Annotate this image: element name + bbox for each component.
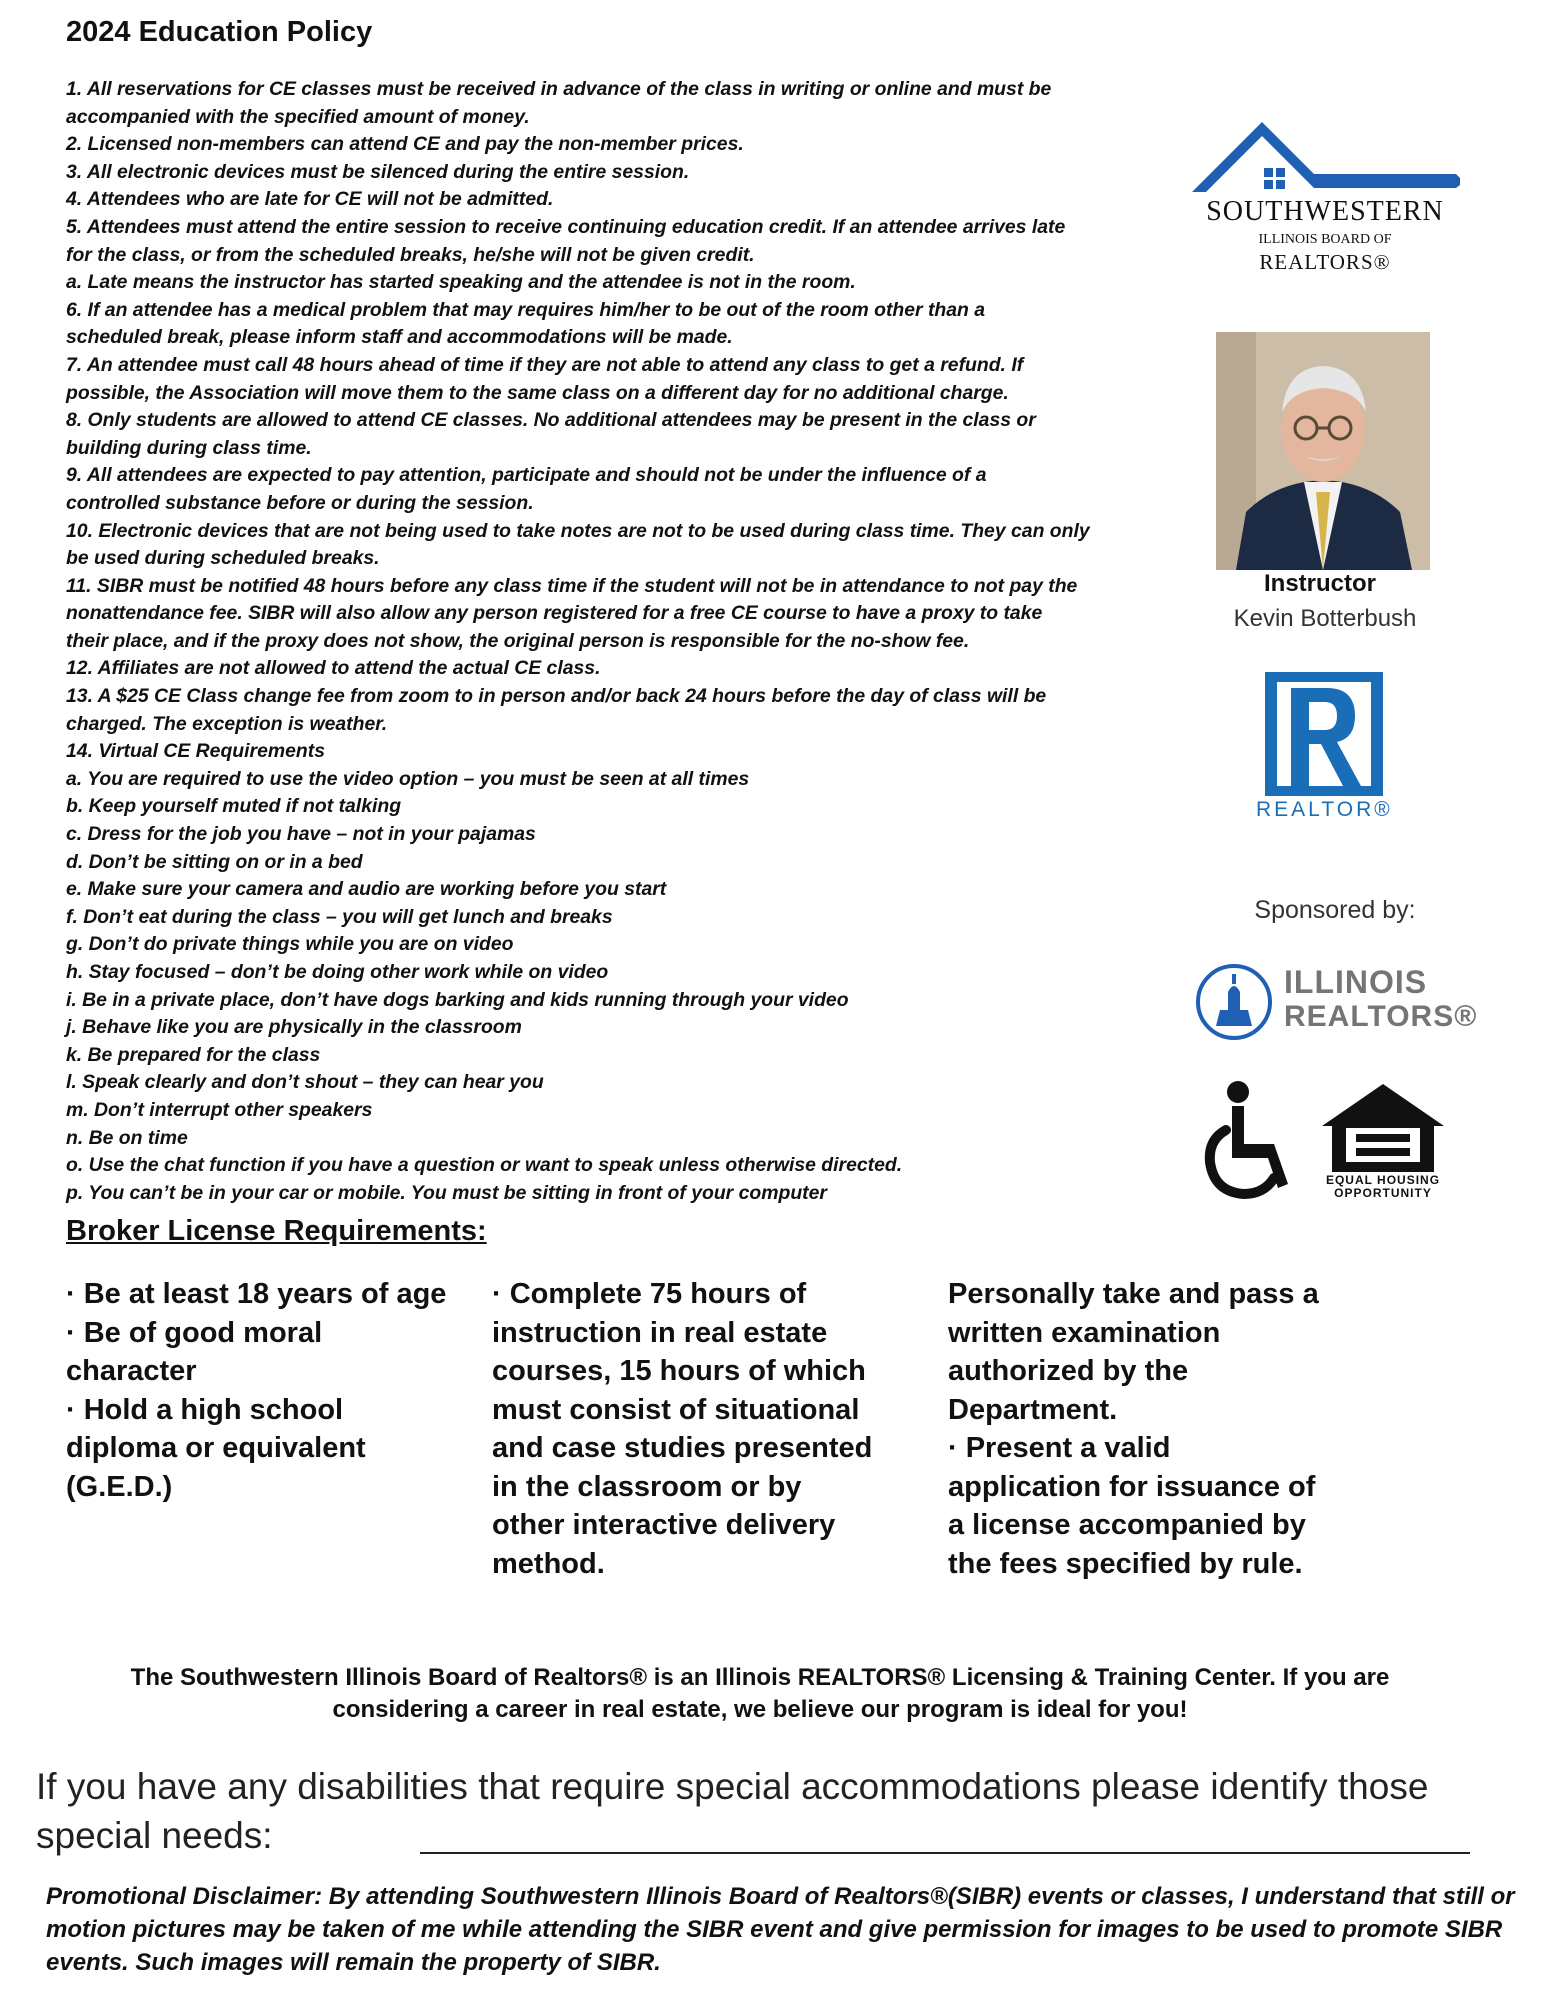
page-title: 2024 Education Policy	[66, 16, 373, 48]
broker-requirements-heading: Broker License Requirements:	[66, 1215, 487, 1247]
broker-requirements-col3: Personally take and pass a written examination authorized by the Department. · Present a valid application for issuance of a license accompanied by the fees specified by rule.	[948, 1278, 1319, 1580]
policy-item: 1. All reservations for CE classes must be received in advance of the class in writing or online and must be accompanied with the specified amount of money.	[66, 78, 1052, 128]
sponsored-by-label: Sponsored by:	[1254, 896, 1416, 924]
realtor-r-icon	[1265, 672, 1383, 796]
illinois-logo-line1: ILLINOIS	[1284, 964, 1428, 1000]
policy-item: m. Don’t interrupt other speakers	[66, 1098, 373, 1121]
sibr-logo	[1180, 118, 1470, 288]
instructor-photo	[1216, 332, 1430, 570]
policy-item: d. Don’t be sitting on or in a bed	[66, 850, 363, 873]
policy-item: 3. All electronic devices must be silenced during the entire session.	[66, 160, 690, 183]
equal-housing-line1: EQUAL HOUSING	[1325, 1173, 1441, 1187]
policy-item: 4. Attendees who are late for CE will not be admitted.	[66, 188, 554, 211]
broker-requirements-col1: · Be at least 18 years of age · Be of good moral character · Hold a high school diploma or equivalent (G.E.D.)	[66, 1278, 447, 1503]
policy-item: 8. Only students are allowed to attend CE classes. No additional attendees may be present in the class or building during class time.	[66, 409, 1036, 459]
broker-requirements-col2: · Complete 75 hours of instruction in real estate courses, 15 hours of which must consist of situational and case studies presented in the classroom or by other interactive delivery method.	[492, 1278, 873, 1580]
policy-item: p. You can’t be in your car or mobile. You must be sitting in front of your computer	[66, 1181, 827, 1204]
policy-item: 5. Attendees must attend the entire session to receive continuing education credit. If an attendee arrives late for the class, or from the scheduled breaks, he/she will not be given credit.	[66, 215, 1066, 266]
policy-item: b. Keep yourself muted if not talking	[66, 795, 402, 818]
equal-housing-line2: OPPORTUNITY	[1334, 1186, 1432, 1200]
portrait-icon	[1216, 332, 1430, 570]
policy-item: 6. If an attendee has a medical problem that may requires him/her to be out of the room other than a scheduled break, please inform staff and accommodations will be made.	[66, 298, 986, 349]
house-roof-icon	[1190, 118, 1460, 198]
policy-item: g. Don’t do private things while you are on video	[66, 933, 514, 956]
sibr-logo-realtors: REALTORS®	[1259, 250, 1391, 274]
policy-item: i. Be in a private place, don’t have dogs barking and kids running through your video	[66, 988, 849, 1011]
realtor-logo-text: REALTOR®	[1256, 798, 1393, 821]
policy-item: k. Be prepared for the class	[66, 1043, 321, 1066]
capitol-dome-icon	[1196, 962, 1276, 1042]
illinois-realtors-logo	[1196, 962, 1476, 1042]
policy-item: c. Dress for the job you have – not in your pajamas	[66, 823, 536, 846]
policy-item: 11. SIBR must be notified 48 hours before any class time if the student will not be in attendance to not pay the nonattendance fee. SIBR will also allow any person registered for a free CE course to have a proxy to take their place, and if the proxy does not show, the original person is responsible for the no-show fee.	[66, 574, 1078, 652]
instructor-label: Instructor	[1263, 570, 1376, 597]
policy-item: o. Use the chat function if you have a question or want to speak unless otherwise directed.	[66, 1154, 903, 1177]
policy-item: 14. Virtual CE Requirements	[66, 740, 325, 763]
policy-item: h. Stay focused – don’t be doing other work while on video	[66, 961, 609, 983]
policy-item: 2. Licensed non-members can attend CE and pay the non-member prices.	[66, 133, 744, 156]
illinois-logo-line2: REALTORS®	[1284, 1000, 1478, 1033]
policy-item: a. You are required to use the video option – you must be seen at all times	[66, 767, 750, 790]
disability-prompt: If you have any disabilities that require special accommodations please identify those special needs:	[36, 1766, 1429, 1856]
promotional-disclaimer: Promotional Disclaimer: By attending Southwestern Illinois Board of Realtors®(SIBR) events or classes, I understand that still or motion pictures may be taken of me while attending the SIBR event and give permission for images to be used to promote SIBR events. Such images will remain the property of SIBR.	[46, 1883, 1515, 1976]
instructor-name: Kevin Botterbush	[1233, 605, 1417, 632]
sibr-logo-sub: ILLINOIS BOARD OF	[1258, 232, 1392, 247]
policy-item: e. Make sure your camera and audio are working before you start	[66, 878, 667, 901]
realtor-logo	[1256, 672, 1392, 822]
policy-item: 7. An attendee must call 48 hours ahead of time if they are not able to attend any class to get a refund. If possible, the Association will move them to the same class on a different day for no additional charge.	[66, 353, 1024, 404]
equal-housing-house-icon	[1320, 1082, 1446, 1174]
wheelchair-accessibility-icon	[1204, 1080, 1304, 1205]
special-needs-blank-line[interactable]	[420, 1852, 1470, 1854]
policy-item: 12. Affiliates are not allowed to attend the actual CE class.	[66, 657, 601, 680]
policy-item: n. Be on time	[66, 1126, 188, 1149]
policy-item: j. Behave like you are physically in the classroom	[66, 1016, 522, 1039]
policy-item: 10. Electronic devices that are not being used to take notes are not to be used during class time. They can only be used during scheduled breaks.	[66, 519, 1090, 570]
policy-item: a. Late means the instructor has started speaking and the attendee is not in the room.	[66, 271, 856, 294]
equal-housing-logo	[1318, 1082, 1448, 1200]
policy-item: l. Speak clearly and don’t shout – they can hear you	[66, 1071, 544, 1094]
policy-item: 13. A $25 CE Class change fee from zoom to in person and/or back 24 hours before the day of class will be charged. The exception is weather.	[66, 685, 1047, 735]
policy-item: f. Don’t eat during the class – you will get lunch and breaks	[66, 905, 613, 928]
policy-list	[66, 76, 1166, 1207]
sibr-logo-name: SOUTHWESTERN	[1206, 196, 1444, 227]
training-center-note: The Southwestern Illinois Board of Realtors® is an Illinois REALTORS® Licensing & Training Center. If you are considering a career in real estate, we believe our program is ideal for you!	[130, 1664, 1390, 1723]
policy-item: 9. All attendees are expected to pay attention, participate and should not be under the influence of a controlled substance before or during the session.	[66, 464, 987, 514]
